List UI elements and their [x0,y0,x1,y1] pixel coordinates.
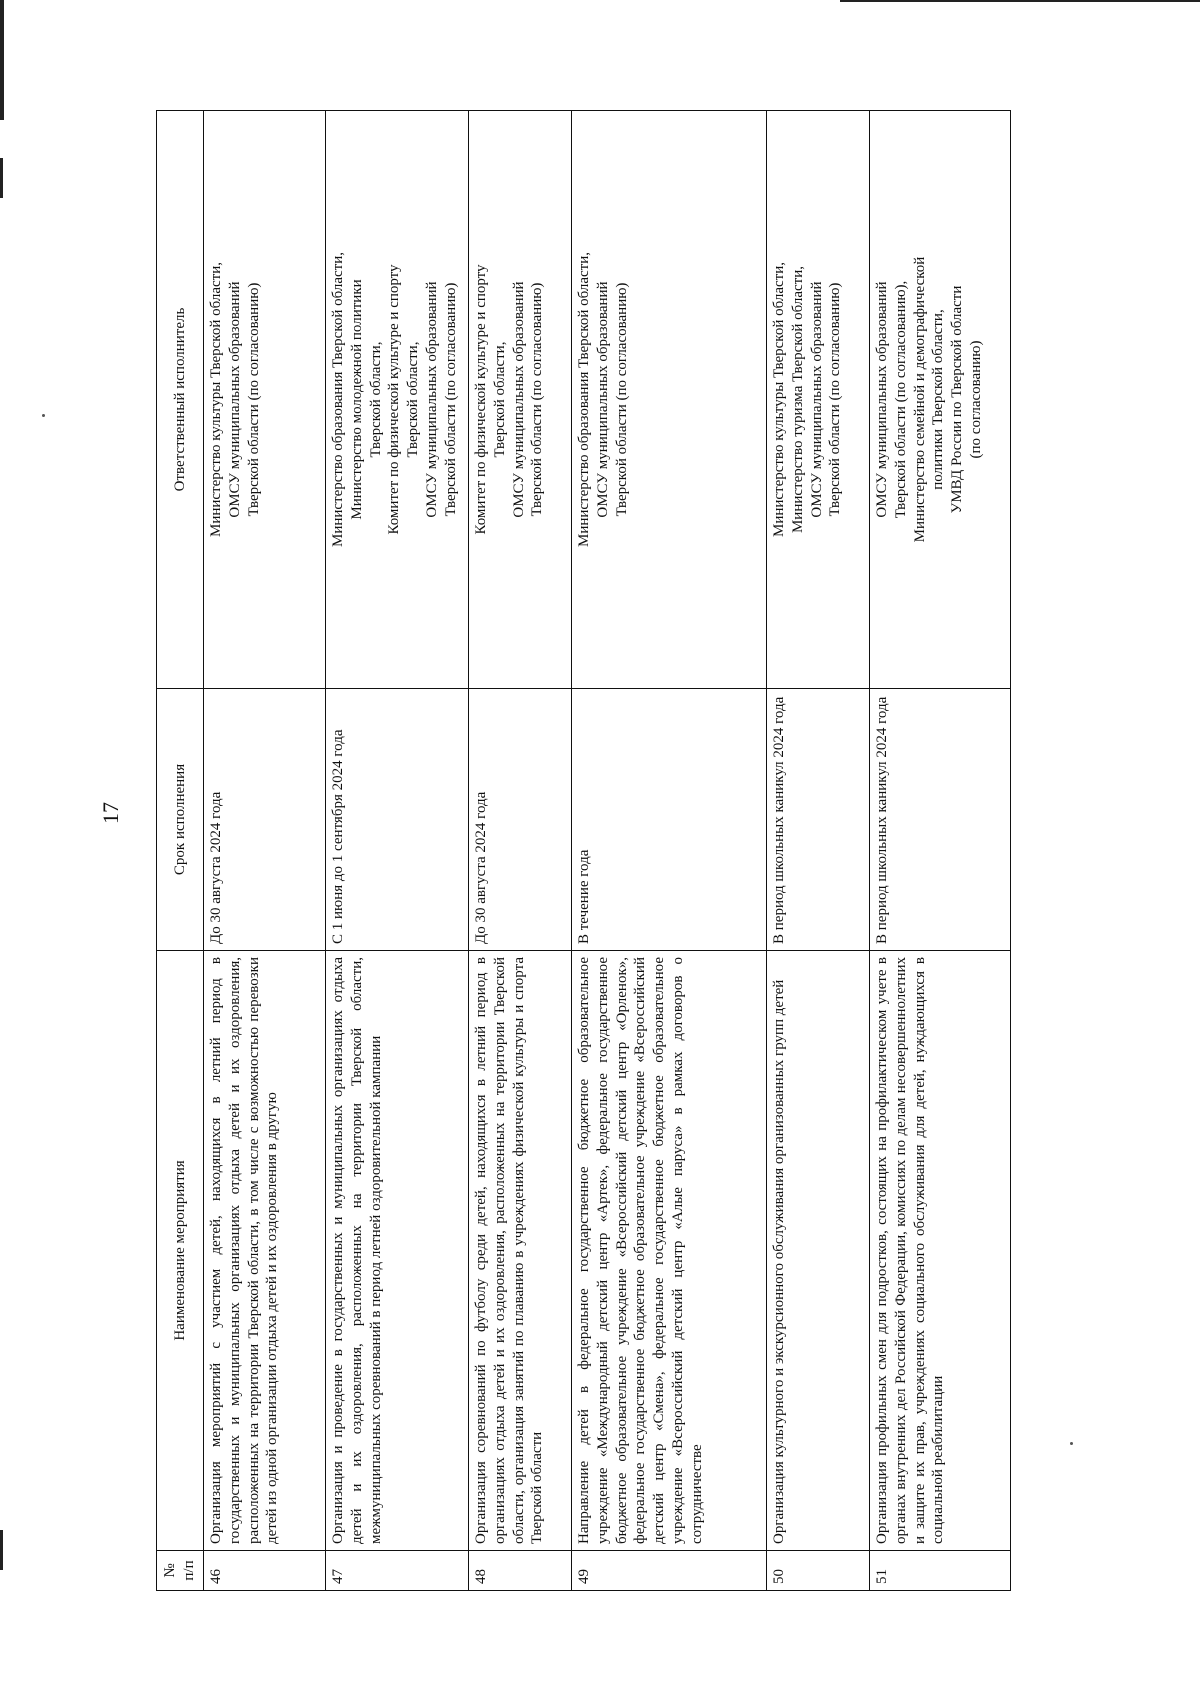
responsible-line: Тверской области (по согласованию) [613,282,630,517]
responsible-line: ОМСУ муниципальных образований [423,281,440,518]
responsible [469,111,572,689]
responsible-line: Тверской области (по согласованию), [892,280,909,519]
header-term: Срок исполнения [157,689,204,951]
header-num-text: № п/п [162,1560,197,1581]
table-row [204,111,326,1591]
responsible-line: ОМСУ муниципальных образований [510,281,527,518]
responsible-line: Тверской области (по согласованию) [529,282,546,517]
header-name: Наименование мероприятия [157,951,204,1551]
row-number: 51 [870,1551,1011,1591]
table-row [767,111,870,1591]
activity-name: Организация профильных смен для подростков, состоящих на профилактическом учете в органах внутренних дел Российской Федерации, комиссиях по делам несовершеннолетних и защите их прав, учреждениях социального обслуживания для детей, нуждающихся в социальной реабилитации [870,951,1011,1551]
responsible-line: Тверской области (по согласованию) [245,282,262,517]
table-row [572,111,767,1591]
responsible-line: ОМСУ муниципальных образований [808,281,825,518]
responsible [870,111,1011,689]
activity-name: Организация соревнований по футболу среди детей, находящихся в летний период в организациях отдыха детей и их оздоровления, расположенных на территории Тверской области, организация занятий по плаванию в учреждениях физической культуры и спорта Тверской области [469,951,572,1551]
scan-edge-left [0,0,4,120]
row-number: 49 [572,1551,767,1591]
responsible-line: Комитет по физической культуре и спорту [473,264,489,535]
responsible-line: Министерство молодежной политики [348,279,365,520]
row-number: 47 [326,1551,469,1591]
responsible [572,111,767,689]
page-number: 17 [98,802,123,824]
responsible-line: ОМСУ муниципальных образований [874,281,890,518]
responsible-line: Тверской области, [367,341,384,458]
scan-speck [42,414,45,417]
deadline: В течение года [572,689,767,951]
deadline: До 30 августа 2024 года [204,689,326,951]
header-responsible: Ответственный исполнитель [157,111,204,689]
responsible [204,111,326,689]
responsible-line: Комитет по физической культуре и спорту [386,264,403,535]
responsible-line: ОМСУ муниципальных образований [226,281,243,518]
deadline: В период школьных каникул 2024 года [870,689,1011,951]
responsible-line: Тверской области (по согласованию) [442,282,459,517]
responsible-line: Министерство образования Тверской области, [330,251,346,548]
table-row [469,111,572,1591]
activity-name: Направление детей в федеральное государственное бюджетное образовательное учреждение «Международный детский центр «Артек», федеральное государственное бюджетное образовательное учреждение «Всероссийский детский центр «Орленок», федеральное государственное бюджетное образовательное учреждение «Всероссийский детский центр «Смена», федеральное государственное бюджетное образовательное учреждение «Всероссийский детский центр «Алые паруса» в рамках договоров о сотрудничестве [572,951,767,1551]
activities-table-container [156,111,1028,1591]
responsible [767,111,870,689]
scan-speck [1070,1442,1073,1445]
activity-name: Организация мероприятий с участием детей, находящихся в летний период в государственных и муниципальных организациях отдыха детей и их оздоровления, расположенных на территории Тверской области, в том числе с возможностью перевозки детей из одной организации отдыха детей и их оздоровления в другую [204,951,326,1551]
responsible-line: (по согласованию) [967,340,984,459]
responsible-line: политики Тверской области, [930,309,947,490]
row-number: 46 [204,1551,326,1591]
deadline: До 30 августа 2024 года [469,689,572,951]
activity-name: Организация и проведение в государственных и муниципальных организациях отдыха детей и их оздоровления, расположенных на территории Тверской области, межмуниципальных соревнований в период летней оздоровительной кампании [326,951,469,1551]
row-number: 48 [469,1551,572,1591]
responsible-line: Министерство культуры Тверской области, [208,262,224,538]
scan-edge-left-bottom [0,1530,3,1570]
activity-name: Организация культурного и экскурсионного обслуживания организованных групп детей [767,951,870,1551]
scan-edge-left-lower [0,158,3,198]
responsible-line: ОМСУ муниципальных образований [594,281,611,518]
responsible-line: Тверской области (по согласованию) [827,282,844,517]
row-number: 50 [767,1551,870,1591]
table-header-row [157,111,204,1591]
responsible-line: УМВД России по Тверской области [949,285,965,514]
responsible-line: Министерство культуры Тверской области, [771,262,787,538]
header-num [157,1551,204,1591]
responsible-line: Министерство семейной и демографической [911,256,928,543]
scan-edge-top [840,0,1200,2]
deadline: В период школьных каникул 2024 года [767,689,870,951]
deadline: С 1 июня до 1 сентября 2024 года [326,689,469,951]
table-row [326,111,469,1591]
table-row [870,111,1011,1591]
responsible-line: Министерство образования Тверской области, [576,251,592,548]
activities-table [156,110,1011,1591]
responsible [326,111,469,689]
responsible-line: Тверской области, [491,341,508,458]
responsible-line: Министерство туризма Тверской области, [789,265,806,534]
responsible-line: Тверской области, [405,341,421,458]
